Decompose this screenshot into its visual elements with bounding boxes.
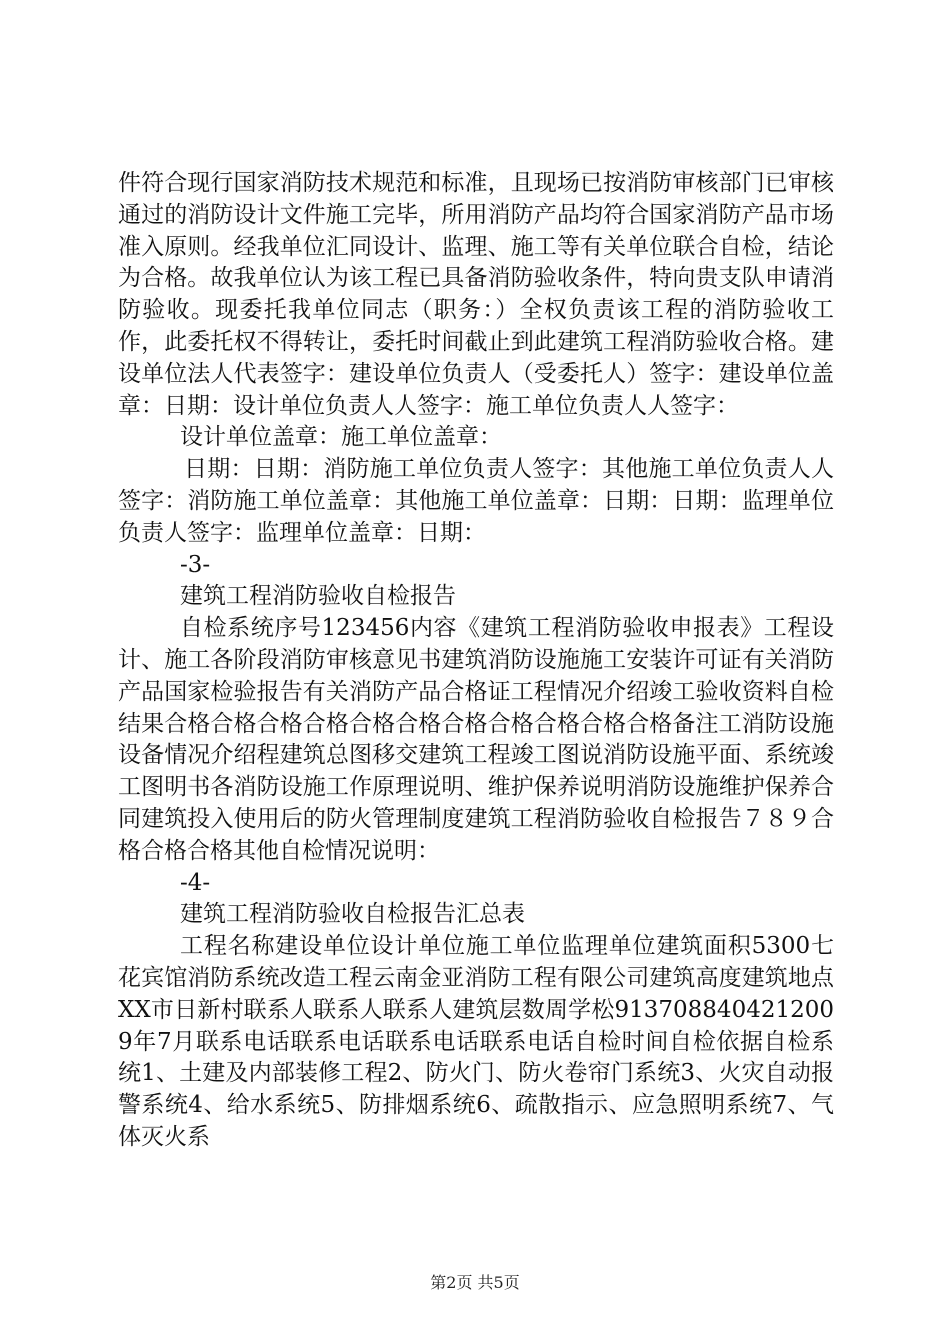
paragraph-commission: 件符合现行国家消防技术规范和标准，且现场已按消防审核部门已审核通过的消防设计文件施工完毕，所用消防产品均符合国家消防产品市场准入原则。经我单位汇同设计、监理、施工等有关单位联合自检，结论为合格。故我单位认为该工程已具备消防验收条件，特向贵支队申请消防验收。现委托我单位同志（职务：）全权负责该工程的消防验收工作，此委托权不得转让，委托时间截止到此建筑工程消防验收合格。建设单位法人代表签字：建设单位负责人（受委托人）签字：建设单位盖章：日期：设计单位负责人人签字：施工单位负责人人签字： [118,170,834,419]
page-mark-3: -3- [180,551,211,578]
page-mark-4: -4- [180,869,211,896]
section-title-summary-table: 建筑工程消防验收自检报告汇总表 [180,901,525,928]
section-title-self-check-report: 建筑工程消防验收自检报告 [180,583,456,610]
paragraph-signatures: 日期：日期：消防施工单位负责人签字：其他施工单位负责人人签字：消防施工单位盖章：其他施工单位盖章：日期：日期：监理单位负责人签字：监理单位盖章：日期： [118,456,834,546]
paragraph-self-check-report: 自检系统序号123456内容《建筑工程消防验收申报表》工程设计、施工各阶段消防审核意见书建筑消防设施施工安装许可证有关消防产品国家检验报告有关消防产品合格证工程情况介绍竣工验收资料自检结果合格合格合格合格合格合格合格合格合格合格合格备注工消防设施设备情况介绍程建筑总图移交建筑工程竣工图说消防设施平面、系统竣工图明书各消防设施工作原理说明、维护保养说明消防设施维护保养合同建筑投入使用后的防火管理制度建筑工程消防验收自检报告７８９合格合格合格其他自检情况说明： [118,615,834,864]
paragraph-seals: 设计单位盖章：施工单位盖章： [180,424,502,451]
page-footer: 第2页 共5页 [430,1273,520,1292]
document-body [118,168,834,1154]
paragraph-summary-table: 工程名称建设单位设计单位施工单位监理单位建筑面积5300七花宾馆消防系统改造工程云南金亚消防工程有限公司建筑高度建筑地点XX市日新村联系人联系人联系人建筑层数周学松9137088404212009年7月联系电话联系电话联系电话联系电话自检时间自检依据自检系统1、土建及内部装修工程2、防火门、防火卷帘门系统3、火灾自动报警系统4、给水系统5、防排烟系统6、疏散指示、应急照明系统7、气体灭火系 [118,933,834,1150]
